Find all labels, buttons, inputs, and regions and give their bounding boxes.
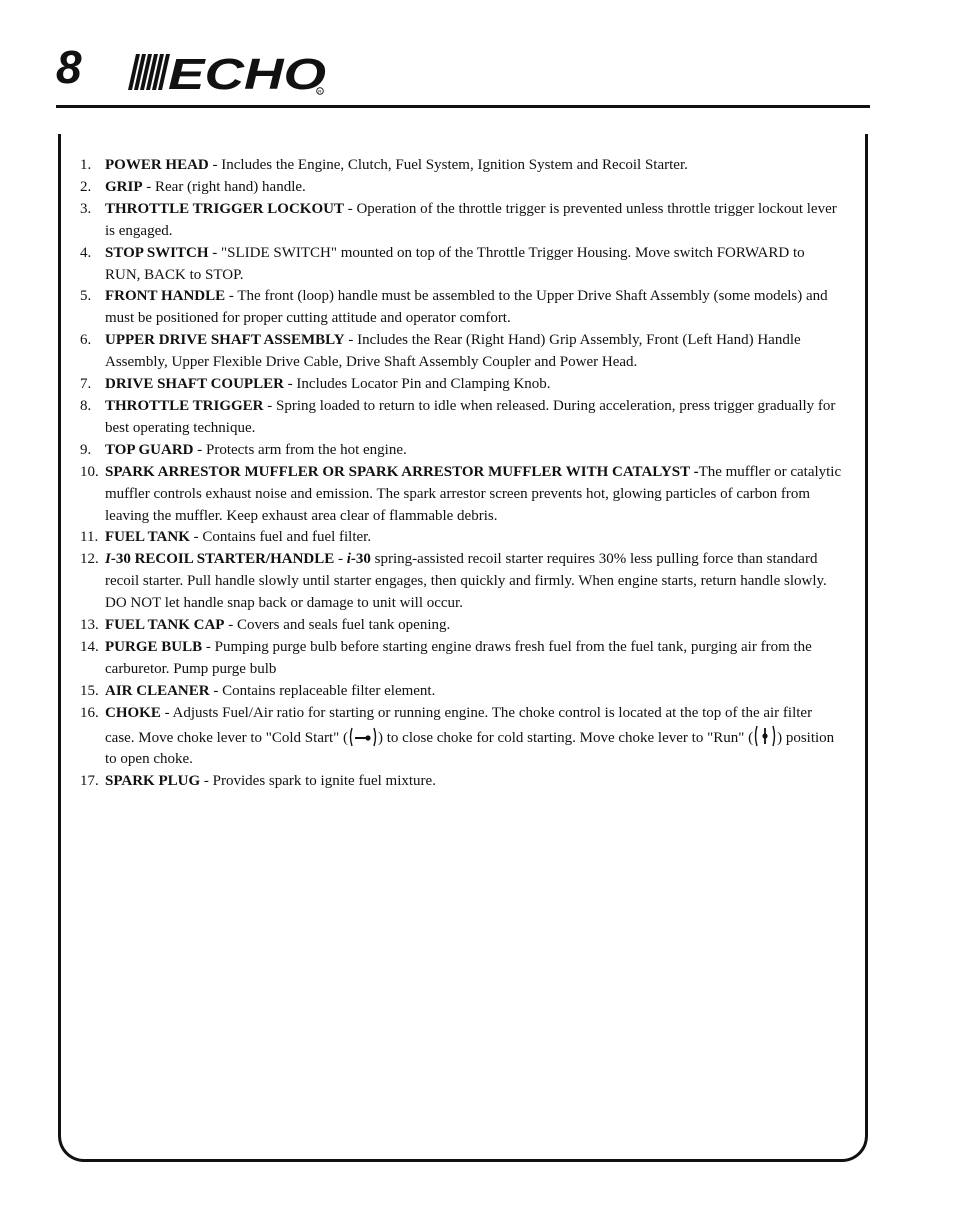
list-item: [80, 177, 842, 199]
item-text: - Protects arm from the hot engine.: [193, 441, 407, 458]
list-item: [80, 374, 842, 396]
echo-logo: [122, 52, 334, 96]
item-term: [105, 551, 334, 567]
page-number: 8: [56, 41, 82, 93]
list-item: [80, 703, 842, 772]
list-item: [80, 462, 842, 528]
list-item: [80, 330, 842, 374]
item-text: - "SLIDE SWITCH" mounted on top of the Throttle Trigger Housing. Move switch FORWARD to RUN, BACK to STOP.: [105, 244, 805, 283]
item-term: DRIVE SHAFT COUPLER: [105, 376, 284, 393]
item-number: 9.: [80, 441, 92, 458]
item-number: 7.: [80, 376, 92, 393]
list-item: [80, 681, 842, 703]
item-number: 6.: [80, 332, 92, 349]
item-number: 5.: [80, 288, 92, 305]
item-term-rest: -30 RECOIL STARTER/HANDLE: [110, 551, 335, 568]
item-text: - Contains fuel and fuel filter.: [189, 529, 372, 546]
item-text: - The front (loop) handle must be assembled to the Upper Drive Shaft Assembly (some models) and must be positioned for proper cutting attitude and operator comfort.: [105, 288, 828, 327]
item-term-italic-prefix: I: [105, 551, 111, 568]
list-item: [80, 527, 842, 549]
list-item: [80, 771, 842, 793]
item-text-end: ) position to open choke.: [105, 729, 835, 768]
item-number: 15.: [80, 682, 99, 699]
item-text: - Covers and seals fuel tank opening.: [224, 617, 451, 634]
item-number: 8.: [80, 397, 92, 414]
item-term: THROTTLE TRIGGER: [105, 397, 264, 414]
item-term: STOP SWITCH: [105, 244, 209, 261]
item-text: - Spring loaded to return to idle when released. During acceleration, press trigger gradually for best operating technique.: [105, 397, 836, 436]
item-text: - Rear (right hand) handle.: [142, 178, 306, 195]
list-item: [80, 637, 842, 681]
item-number: 13.: [80, 617, 99, 634]
item-term: THROTTLE TRIGGER LOCKOUT: [105, 200, 344, 217]
item-number: 17.: [80, 773, 99, 790]
svg-text:ECHO: ECHO: [168, 52, 326, 96]
list-item: [80, 440, 842, 462]
item-number: 14.: [80, 638, 99, 655]
item-term: SPARK PLUG: [105, 773, 201, 790]
list-item: [80, 615, 842, 637]
item-term: GRIP: [105, 178, 143, 195]
item-text: - Includes Locator Pin and Clamping Knob.: [283, 376, 551, 393]
item-term: TOP GUARD: [105, 441, 194, 458]
item-number: 2.: [80, 178, 92, 195]
item-text: - Contains replaceable filter element.: [209, 682, 436, 699]
item-text: - Includes the Rear (Right Hand) Grip Assembly, Front (Left Hand) Handle Assembly, Upper Flexible Drive Cable, Drive Shaft Assembly Coupler and Power Head.: [105, 332, 801, 371]
item-text-separator: -: [334, 551, 347, 568]
list-item: [80, 155, 842, 177]
item-text: - Includes the Engine, Clutch, Fuel System, Ignition System and Recoil Starter.: [208, 157, 688, 173]
list-item: [80, 286, 842, 330]
item-number: 4.: [80, 244, 92, 261]
item-term-2-rest: -30: [350, 551, 371, 568]
item-term: UPPER DRIVE SHAFT ASSEMBLY: [105, 332, 345, 349]
list-item: [80, 243, 842, 287]
item-term: PURGE BULB: [105, 638, 203, 655]
item-text: - Adjusts Fuel/Air ratio for starting or running engine. The choke control is located at the top of the air filter case. Move choke lever to "Cold Start" (: [105, 704, 813, 746]
item-text: spring-assisted recoil starter requires 30% less pulling force than standard recoil starter. Pull handle slowly until starter engages, then quickly and firmly. When engine starts, return handle slowly. DO NOT let handle snap back or damage to unit will occur.: [105, 551, 827, 612]
item-term: POWER HEAD: [105, 157, 209, 173]
header-rule: [56, 105, 870, 108]
item-term: FUEL TANK: [105, 529, 190, 546]
item-number: 11.: [80, 529, 99, 546]
list-item: [80, 396, 842, 440]
item-term-2-italic-prefix: i: [346, 551, 351, 568]
list-item: [80, 549, 842, 615]
item-number: 16.: [80, 704, 99, 721]
item-text: - Provides spark to ignite fuel mixture.: [200, 773, 436, 790]
item-text-cont: ) to close choke for cold starting. Move choke lever to "Run" (: [378, 729, 754, 746]
item-text: - Operation of the throttle trigger is prevented unless throttle trigger lockout lever is engaged.: [105, 200, 837, 239]
item-term: FRONT HANDLE: [105, 288, 226, 305]
item-term: SPARK ARRESTOR MUFFLER OR SPARK ARRESTOR MUFFLER WITH CATALYST -: [105, 463, 699, 480]
item-text: - Pumping purge bulb before starting engine draws fresh fuel from the fuel tank, purging air from the carburetor. Pump purge bulb: [105, 638, 812, 677]
item-text: The muffler or catalytic muffler controls exhaust noise and emission. The spark arrestor screen prevents hot, glowing particles of carbon from leaving the muffler. Keep exhaust area clear of flammable debris.: [105, 463, 842, 524]
item-term-2: [347, 551, 371, 567]
item-term: CHOKE: [105, 704, 161, 721]
item-term: AIR CLEANER: [105, 682, 210, 699]
component-list: [80, 155, 842, 793]
svg-text:R: R: [318, 89, 322, 94]
item-number: 10.: [80, 463, 99, 480]
item-number: 12.: [80, 551, 99, 568]
item-number: 1.: [80, 157, 92, 173]
list-item: [80, 199, 842, 243]
item-number: 3.: [80, 200, 92, 217]
run-icon: [753, 725, 777, 747]
item-term: FUEL TANK CAP: [105, 617, 225, 634]
cold-start-icon: [348, 727, 378, 747]
